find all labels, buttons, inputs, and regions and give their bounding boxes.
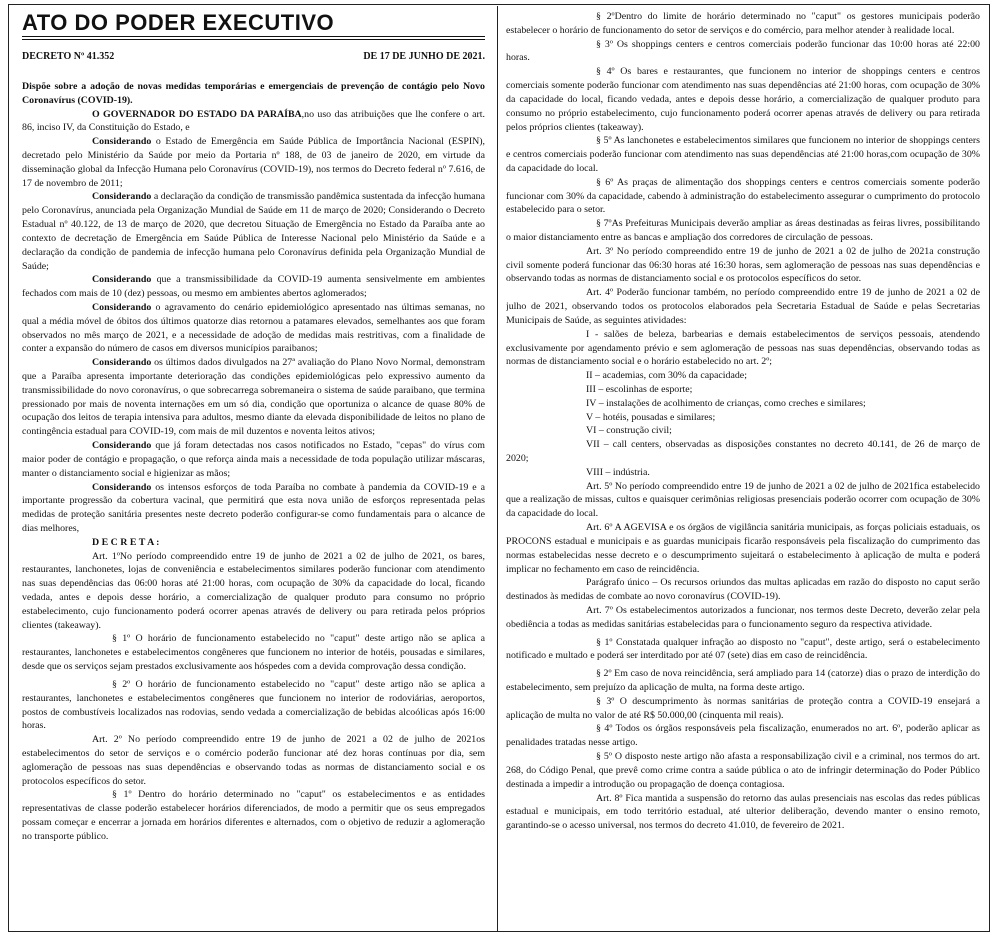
governor-text: ,no uso das atribuições que lhe confere o art. 86, inciso IV, da Constituição do Estado, e bbox=[22, 108, 485, 134]
article-paragraph: I - salões de beleza, barbearias e demais estabelecimentos de serviços pessoais, atendendo exclusivamente por agendamento prévio e sem aglomeração de pessoas nas suas dependências, observando todas as normas de distanciamento social e o horário estabelecido no art. 2º; bbox=[506, 328, 980, 368]
article-paragraph: § 6º As praças de alimentação dos shoppings centers e centros comerciais somente poderão funcionar com 30% da capacidade, cabendo à administração do estabelecimento assegurar o cumprimento do protocolo estabelecido para o setor. bbox=[506, 176, 980, 216]
article-paragraph: § 5º As lanchonetes e estabelecimentos similares que funcionem no interior de shoppings centers e centros comerciais poderão funcionar com atendimento nas suas dependências até 21:00 horas,com ocupação de 30% da capacidade do local. bbox=[506, 135, 980, 174]
article-paragraph: Art. 1ºNo período compreendido entre 19 de junho de 2021 a 02 de julho de 2021, os bares, restaurantes, lanchonetes, lojas de conveniência e estabelecimentos similares poderão funcionar com atendimento nas suas dependências das 06:00 horas até 21:00 horas, com ocupação de 30% da capacidade do local, ficando vedada, antes e depois desse horário, a comercialização de qualquer produto para consumo no próprio estabelecimento, cujo funcionamento poderá ocorrer apenas através de delivery ou para retirada pelos próprios clientes (takeaway). bbox=[22, 550, 485, 631]
decreta-heading bbox=[22, 536, 485, 550]
article-paragraph: Art. 2º No período compreendido entre 19 de junho de 2021 a 02 de julho de 2021os estabelecimentos do setor de serviços e o comércio poderão funcionar até dez horas contínuas por dia, sem aglomeração de pessoas nas suas dependências e observando todas as normas de distanciamento social e os protocolos específicos do setor. bbox=[22, 734, 485, 787]
article-paragraph: § 5º O disposto neste artigo não afasta a responsabilização civil e a criminal, nos termos do art. 268, do Código Penal, que prevê como crime contra a saúde pública o ato de infringir determinação do Poder Público destinada a impedir a introdução ou propagação de doença contagiosa. bbox=[506, 751, 980, 790]
considering-label: Considerando bbox=[92, 136, 152, 148]
column-divider bbox=[497, 6, 498, 932]
article-paragraph: § 2ºDentro do limite de horário determinado no "caput" os gestores municipais poderão estabelecer o horário de funcionamento do setor de serviços e do comércio, para melhor atender à realidade local. bbox=[506, 11, 980, 36]
considering-paragraph bbox=[22, 301, 485, 356]
governor-title: O GOVERNADOR DO ESTADO DA PARAÍBA bbox=[92, 108, 302, 120]
page-title: ATO DO PODER EXECUTIVO bbox=[22, 10, 485, 40]
considering-paragraph bbox=[22, 273, 485, 301]
considering-label: Considerando bbox=[92, 301, 152, 313]
decree-header bbox=[22, 50, 485, 64]
article-paragraph: § 1º O horário de funcionamento estabelecido no "caput" deste artigo não se aplica a restaurantes, lanchonetes e estabelecimentos congêneres que funcionem no interior de hotéis, pousadas e similares, desde que os serviços sejam prestados exclusivamente aos hóspedes com a devida comprovação dessa condição. bbox=[22, 633, 485, 673]
article-paragraph: § 1º Dentro do horário determinado no "caput" os estabelecimentos e as entidades representativas de classe poderão estabelecer horários diferenciados, de modo a permitir que os seus empregados possam começar e encerrar a jornada em horários diferentes e alternados, com o objetivo de reduzir a aglomeração no transporte público. bbox=[22, 789, 485, 842]
considering-paragraph bbox=[22, 190, 485, 273]
considering-text: os intensos esforços de toda Paraíba no combate à pandemia da COVID-19 e a importante progressão da cobertura vacinal, que permitirá que esta nova união de esforços representada pelas medidas de proteção sanitária presentes neste decreto poderão configurar-se como fundamentais para o alcance de dias melhores, bbox=[22, 481, 485, 534]
considering-text: a declaração da condição de transmissão pandêmica sustentada da infecção humana pelo Coronavírus, anunciada pela Organização Mundial de Saúde em 11 de março de 2020; Considerando o Decreto Estadual nº 40.122, de 13 de março de 2020, que decretou Situação de Emergência no Estado da Paraíba ante ao contexto de decretação de Emergência em Saúde Pública de Interesse Nacional pelo Ministério da Saúde e a declaração da condição de pandemia de infecção humana pelo Coronavírus definida pela Organização Mundial de Saúde; bbox=[22, 191, 485, 272]
list-item: VI – construção civil; bbox=[586, 425, 672, 437]
considering-paragraph bbox=[22, 439, 485, 480]
considering-text: o Estado de Emergência em Saúde Pública de Importância Nacional (ESPIN), decretado pelo Ministério da Saúde por meio da Portaria nº 188, de 03 de janeiro de 2020, em virtude da disseminação global da Infecção Humana pelo Coronavírus (COVID-19), nos termos do Decreto federal nº 7.616, de 17 de novembro de 2011; bbox=[22, 136, 485, 189]
considering-paragraph bbox=[22, 356, 485, 439]
article-paragraph: Art. 8º Fica mantida a suspensão do retorno das aulas presenciais nas escolas das redes públicas estadual e municipais, em todo território estadual, até ulterior deliberação, devendo manter o ensino remoto, garantindo-se o acesso universal, nos termos do decreto 41.010, de fevereiro de 2021. bbox=[506, 792, 980, 832]
article-paragraph: Art. 3º No período compreendido entre 19 de junho de 2021 a 02 de julho de 2021a construção civil somente poderá funcionar das 06:30 horas até 16:30 horas, sem aglomeração de pessoas nas suas dependências e observando todas as normas de distanciamento social e os protocolos específicos do setor. bbox=[506, 245, 980, 285]
considering-text: que a transmissibilidade da COVID-19 aumenta sensivelmente em ambientes fechados com mais de 10 (dez) pessoas, ou mesmo em ambientes abertos aglomerados; bbox=[22, 274, 485, 300]
article-paragraph: VIII – indústria. bbox=[586, 466, 650, 478]
considering-label: Considerando bbox=[92, 481, 152, 493]
decree-ementa: Dispõe sobre a adoção de novas medidas temporárias e emergenciais de prevenção de contágio pelo Novo Coronavírus (COVID-19). bbox=[22, 80, 485, 106]
left-column bbox=[22, 10, 485, 844]
considering-label: Considerando bbox=[92, 440, 152, 452]
considering-text: os últimos dados divulgados na 27ª avaliação do Plano Novo Normal, demonstram que a Paraíba apresenta importante deterioração das condições epidemiológicas pelo expressivo aumento da transmissibilidade do novo coronavírus, o que sobrecarrega sobremaneira o sistema de saúde paraibano, que termina pressionado por mais de noventa internações em um só dia, condição que oportuniza o alcance de quase 80% de ocupação dos leitos de terapia intensiva para adultos, mesmo diante da elevada disponibilidade de leitos no plano de contingência estadual para COVID-19, com mais de mil duzentos e noventa leitos ativos; bbox=[22, 357, 485, 438]
article-paragraph: § 4º Os bares e restaurantes, que funcionem no interior de shoppings centers e centros comerciais somente poderão funcionar com atendimento nas suas dependências até 21:00 horas, com ocupação de 30% da capacidade do local, ficando vedada, antes e depois desse horário, a comercialização de qualquer produto para consumo no próprio estabelecimento, cujo funcionamento poderá ocorrer apenas através de delivery ou para retirada pelos próprios clientes (takeaway). bbox=[506, 66, 980, 133]
article-paragraph: Art. 7º Os estabelecimentos autorizados a funcionar, nos termos deste Decreto, deverão zelar pela obediência a todas as medidas sanitárias estabelecidas para o funcionamento seguro da respectiva atividade. bbox=[506, 604, 980, 630]
decree-date: DE 17 DE JUNHO DE 2021. bbox=[363, 51, 485, 62]
article-paragraph: Art. 5º No período compreendido entre 19 de junho de 2021 a 02 de julho de 2021fica estabelecido que a realização de missas, cultos e quaisquer cerimônias religiosas presenciais poderão ocorrer com ocupação de 30% da capacidade do local. bbox=[506, 480, 980, 520]
list-item: II – academias, com 30% da capacidade; bbox=[586, 370, 747, 382]
article-paragraph: § 3º O descumprimento às normas sanitárias de proteção contra a COVID-19 ensejará a aplicação de multa no valor de até R$ 50.000,00 (cinquenta mil reais). bbox=[506, 695, 980, 721]
list-item: III – escolinhas de esporte; bbox=[586, 383, 693, 395]
considering-text: o agravamento do cenário epidemiológico apresentado nas últimas semanas, no qual a média móvel de óbitos dos últimos quatorze dias retornou a patamares elevados, semelhantes aos que foram observados no mês março de 2021, e a necessidade de adoção de medidas mais restritivas, com a finalidade de conter a expansão do número de casos em diversos municípios paraibanos; bbox=[22, 301, 485, 355]
considering-label: Considerando bbox=[92, 357, 152, 369]
article-paragraph: Parágrafo único – Os recursos oriundos das multas aplicadas em razão do disposto no caput serão destinados às medidas de combate ao novo coronavírus (COVID-19). bbox=[506, 577, 980, 603]
article-paragraph: § 7ºAs Prefeituras Municipais deverão ampliar as áreas destinadas as feiras livres, possibilitando o maior distanciamento entre as bancas e ampliação dos corredores de circulação de pessoas. bbox=[506, 218, 980, 243]
considering-paragraph bbox=[22, 135, 485, 190]
article-paragraph: § 2º Em caso de nova reincidência, será ampliado para 14 (catorze) dias o prazo de interdição do estabelecimento, sem prejuízo da aplicação de multa, na forma deste artigo. bbox=[506, 668, 980, 693]
right-column bbox=[506, 10, 980, 833]
list-item: V – hotéis, pousadas e similares; bbox=[586, 411, 716, 423]
considering-paragraph bbox=[22, 481, 485, 536]
article-paragraph: § 2º O horário de funcionamento estabelecido no "caput" deste artigo não se aplica a restaurantes, lanchonetes e estabelecimentos congêneres que funcionem no interior de rodoviárias, aeroportos, postos de combustíveis localizados nas rodovias, sendo vedada a comercialização de bebidas alcoólicas após 16:00 horas. bbox=[22, 678, 485, 732]
list-item: IV – instalações de acolhimento de crianças, como creches e similares; bbox=[586, 397, 866, 409]
article-paragraph: VII – call centers, observadas as disposições constantes no decreto 40.141, de 26 de março de 2020; bbox=[506, 439, 980, 464]
article-paragraph: Art. 4º Poderão funcionar também, no período compreendido entre 19 de junho de 2021 a 02 de julho de 2021, observando todos os protocolos elaborados pela Secretaria Estadual de Saúde e pelas Secretarias Municipais de Saúde, as seguintes atividades: bbox=[506, 287, 980, 326]
considering-label: Considerando bbox=[92, 274, 152, 286]
decreta-label: D E C R E T A : bbox=[92, 536, 160, 548]
article-paragraph: § 1º Constatada qualquer infração ao disposto no "caput", deste artigo, será o estabelecimento notificado e multado e poderá ser interditado por até 07 (sete) dias em caso de reincidência. bbox=[506, 636, 980, 662]
considering-text: que já foram detectadas nos casos notificados no Estado, "cepas" do vírus com maior poder de contágio e propagação, o que reforça ainda mais a necessidade de toda população utilizar máscaras, manter o distanciamento social e higienizar as mãos; bbox=[22, 440, 485, 479]
decree-number: DECRETO Nº 41.352 bbox=[22, 51, 115, 62]
article-paragraph: § 4º Todos os órgãos responsáveis pela fiscalização, enumerados no art. 6º, poderão aplicar as penalidades tratadas nesse artigo. bbox=[506, 723, 980, 749]
article-paragraph: Art. 6º A AGEVISA e os órgãos de vigilância sanitária municipais, as forças policiais estaduais, os PROCONS estadual e municipais e as guardas municipais ficarão responsáveis pela fiscalização do cumprimento das normas estabelecidas nesse decreto e o descumprimento sujeitará o estabelecimento à aplicação de multa e poderá implicar no fechamento em caso de reincidência. bbox=[506, 522, 980, 575]
article-paragraph: § 3º Os shoppings centers e centros comerciais poderão funcionar das 10:00 horas até 22:00 horas. bbox=[506, 38, 980, 64]
considering-label: Considerando bbox=[92, 191, 152, 203]
governor-paragraph bbox=[22, 108, 485, 136]
